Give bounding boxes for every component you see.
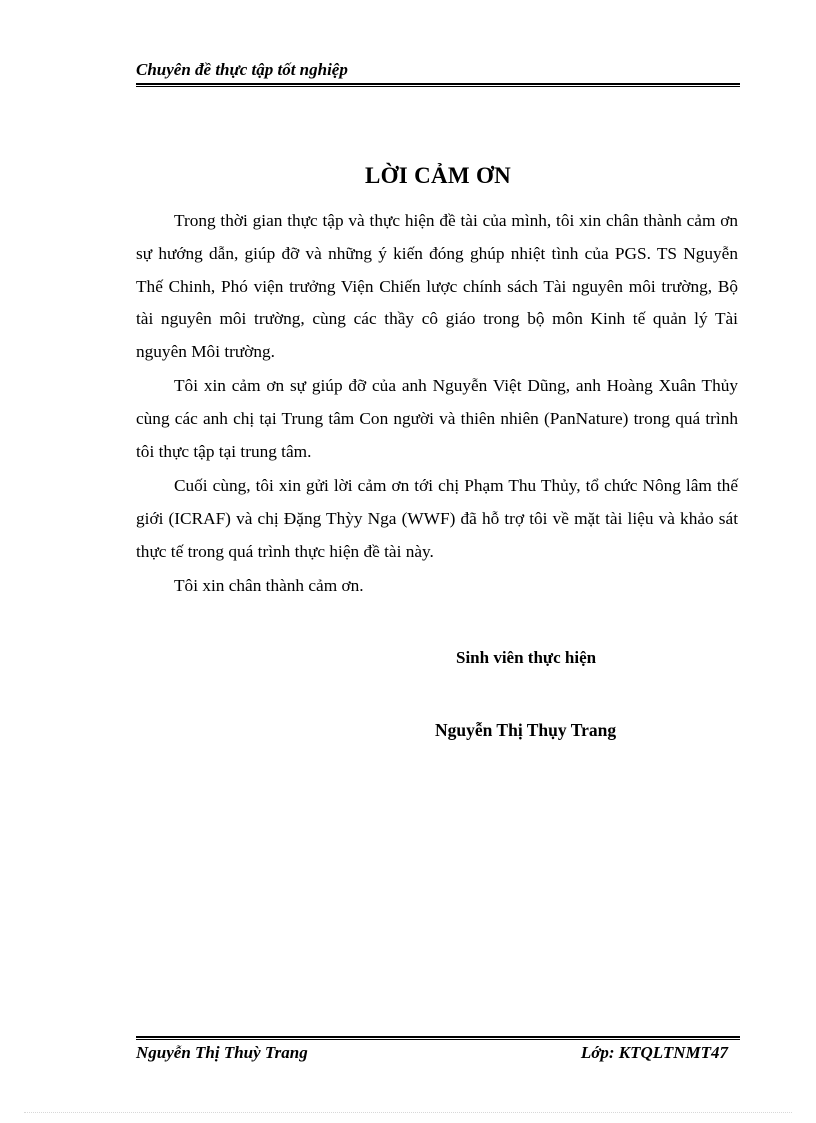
footer-author: Nguyễn Thị Thuỳ Trang xyxy=(136,1043,308,1062)
acknowledgement-body xyxy=(136,205,738,605)
paragraph: Trong thời gian thực tập và thực hiện đề tài của mình, tôi xin chân thành cảm ơn sự hướng dẫn, giúp đỡ và những ý kiến đóng ghúp nhiệt tình của PGS. TS Nguyễn Thế Chinh, Phó viện trưởng Viện Chiến lược chính sách Tài nguyên môi trường, Bộ tài nguyên môi trường, cùng các thầy cô giáo trong bộ môn Kinh tế quản lý Tài nguyên Môi trường. xyxy=(136,211,738,362)
page-title: LỜI CẢM ƠN xyxy=(364,163,512,188)
paragraph: Tôi xin cảm ơn sự giúp đỡ của anh Nguyễn Việt Dũng, anh Hoàng Xuân Thủy cùng các anh chị tại Trung tâm Con người và thiên nhiên (PanNature) trong quá trình tôi thực tập tại trung tâm. xyxy=(136,376,738,462)
header-divider xyxy=(136,83,740,87)
signature-name: Nguyễn Thị Thụy Trang xyxy=(435,720,617,740)
page-bottom-edge xyxy=(24,1112,792,1113)
paragraph: Cuối cùng, tôi xin gửi lời cảm ơn tới chị Phạm Thu Thủy, tổ chức Nông lâm thế giới (ICRAF) và chị Đặng Thỳy Nga (WWF) đã hỗ trợ tôi về mặt tài liệu và khảo sát thực tế trong quá trình thực hiện đề tài này. xyxy=(136,476,738,561)
footer-divider xyxy=(136,1036,740,1040)
page-header: Chuyên đề thực tập tốt nghiệp xyxy=(136,60,348,79)
footer-class: Lớp: KTQLTNMT47 xyxy=(580,1043,728,1062)
signature-role: Sinh viên thực hiện xyxy=(456,648,597,667)
paragraph: Tôi xin chân thành cảm ơn. xyxy=(174,576,364,596)
